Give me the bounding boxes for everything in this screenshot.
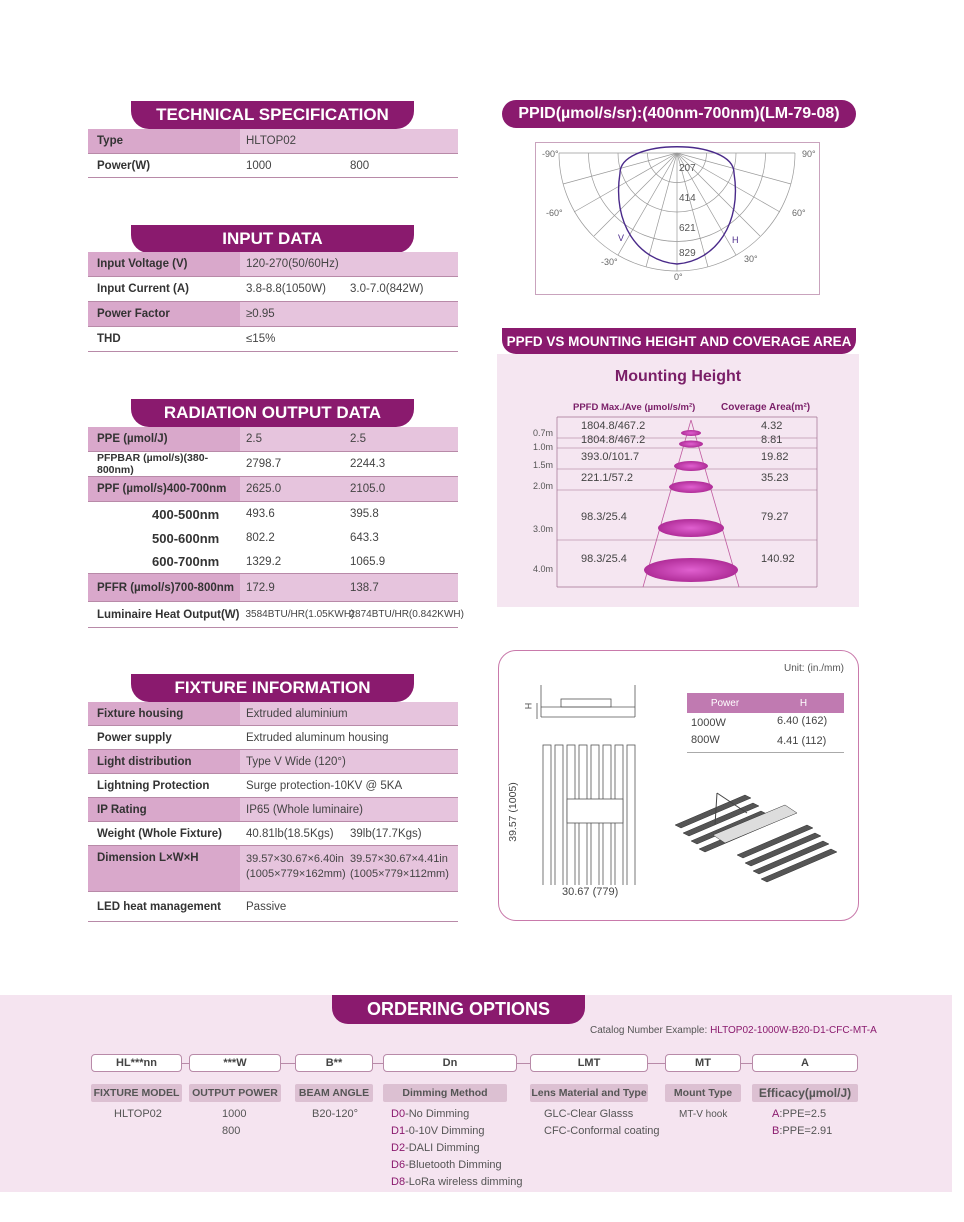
coverage-value: 8.81: [761, 434, 783, 446]
value-code: B: [772, 1125, 780, 1137]
radiation-table: [88, 427, 464, 628]
row-value: 2874BTU/HR(0.842KWH): [349, 609, 464, 620]
value-item: [391, 1140, 522, 1157]
row-key: PFFR (µmol/s)700-800nm: [88, 574, 240, 601]
row-key: Power Factor: [88, 302, 240, 326]
row-value: 1065.9: [350, 555, 386, 568]
table-row: [88, 502, 458, 526]
row-value: Extruded aluminium: [246, 707, 348, 720]
coverage-col-header: Coverage Area(m²): [721, 402, 811, 413]
row-value: Type V Wide (120°): [246, 755, 346, 768]
row-key: PPE (µmol/J): [88, 427, 240, 451]
table-row: [88, 477, 458, 502]
angle-label: -60°: [546, 208, 563, 218]
polar-grid: [559, 153, 795, 271]
catalog-example: HLTOP02-1000W-B20-D1-CFC-MT-A: [710, 1025, 877, 1036]
code-mount: MT: [665, 1054, 741, 1072]
table-row: [88, 252, 458, 277]
table-row: [88, 750, 458, 774]
value-code: D0: [391, 1108, 406, 1120]
row-key: THD: [97, 333, 121, 345]
coverage-value: 35.23: [761, 472, 789, 484]
table-row: [88, 774, 458, 798]
value-code: D8: [391, 1176, 406, 1188]
table-row: [88, 526, 458, 550]
row-value: 1000: [246, 159, 272, 172]
side-dimension-label: 39.57 (1005): [506, 782, 519, 842]
code-output-power: ***W: [189, 1054, 281, 1072]
v-label: V: [618, 233, 625, 243]
value-item: [391, 1157, 522, 1174]
row-value: ≥0.95: [246, 308, 275, 320]
code-fixture-model: HL***nn: [91, 1054, 182, 1072]
code-dimming: Dn: [383, 1054, 517, 1072]
row-key: Lightning Protection: [97, 779, 210, 792]
table-row: [88, 427, 458, 452]
ppfd-col-header: PPFD Max./Ave (µmol/s/m²): [573, 402, 696, 413]
fixture-title: FIXTURE INFORMATION: [131, 674, 414, 702]
values-mount: [679, 1106, 727, 1123]
ppfd-value: 1804.8/467.2: [581, 420, 646, 432]
angle-label: 30°: [744, 254, 758, 264]
catalog-label: [590, 1025, 877, 1036]
table-row: [88, 602, 464, 628]
row-value: 172.9: [246, 581, 275, 594]
row-value: 2798.7: [246, 458, 282, 470]
row-key: Input Voltage (V): [88, 252, 240, 276]
row-value: 120-270(50/60Hz): [246, 258, 339, 270]
row-key: Weight (Whole Fixture): [97, 827, 223, 840]
header-h: H: [799, 697, 808, 709]
angle-label: 0°: [674, 272, 683, 282]
value-item: B20-120°: [312, 1108, 358, 1120]
values-efficacy: [772, 1106, 832, 1140]
value-item: [391, 1123, 522, 1140]
dims-power: 800W: [691, 734, 720, 746]
table-row: [88, 129, 458, 154]
row-value: 2244.3: [350, 458, 386, 470]
label-output-power: OUTPUT POWER: [189, 1084, 281, 1102]
row-value: 3.0-7.0(842W): [350, 283, 424, 295]
value-item: [772, 1106, 832, 1123]
table-row: [88, 574, 458, 602]
h-dimension-label: H: [523, 702, 534, 710]
ppfd-value: 98.3/25.4: [581, 553, 627, 565]
table-row: [88, 452, 458, 477]
row-key: Fixture housing: [88, 702, 240, 725]
row-key: Luminaire Heat Output(W): [97, 608, 240, 621]
label-dimming: Dimming Method: [383, 1084, 507, 1102]
row-key: 400-500nm: [152, 506, 220, 522]
value-item: GLC-Clear Glasss: [544, 1108, 634, 1120]
table-row: [88, 726, 458, 750]
code-beam-angle: B**: [295, 1054, 373, 1072]
value-item: [391, 1174, 522, 1191]
row-key: 600-700nm: [152, 554, 220, 569]
table-row: [88, 277, 458, 302]
dims-h: 6.40 (162): [777, 715, 828, 727]
row-value: 643.3: [350, 532, 379, 544]
ring-label: 207: [679, 163, 696, 174]
ppid-chart-panel: [535, 142, 820, 295]
row-value: IP65 (Whole luminaire): [246, 803, 363, 816]
height-label: 3.0m: [533, 524, 554, 534]
row-value: 3.8-8.8(1050W): [246, 283, 326, 295]
values-lens: [544, 1106, 660, 1140]
row-key: Dimension L×W×H: [88, 846, 240, 891]
radiation-title: RADIATION OUTPUT DATA: [131, 399, 414, 427]
value-text: -Bluetooth Dimming: [405, 1159, 502, 1171]
dims-h: 4.41 (112): [777, 735, 827, 747]
fixture-drawing: [515, 685, 655, 885]
ppfd-subtitle: Mounting Height: [614, 368, 742, 385]
coverage-ellipse: [674, 461, 708, 471]
ring-label: 621: [679, 223, 696, 234]
value-text: -LoRa wireless dimming: [405, 1176, 523, 1188]
catalog-label-text: Catalog Number Example:: [590, 1025, 708, 1036]
row-value: 493.6: [246, 508, 275, 520]
row-value: 40.81lb(18.5Kgs): [246, 827, 334, 840]
value-item: [391, 1106, 522, 1123]
value-text: -No Dimming: [405, 1108, 470, 1120]
values-beam: [312, 1106, 358, 1123]
values-power: [222, 1106, 246, 1140]
height-label: 0.7m: [533, 428, 554, 438]
tech-spec-title: TECHNICAL SPECIFICATION: [131, 101, 414, 129]
row-key: 500-600nm: [152, 530, 220, 546]
height-label: 1.0m: [533, 442, 554, 452]
table-row: [88, 327, 458, 352]
coverage-value: 19.82: [761, 451, 789, 463]
value-code: D6: [391, 1159, 406, 1171]
values-dimming: [391, 1106, 522, 1191]
fixture-3d-image: [675, 785, 845, 885]
angle-label: -30°: [601, 257, 618, 267]
ring-label: 414: [679, 193, 696, 204]
table-row: [88, 550, 458, 574]
table-row: [88, 822, 458, 846]
height-label: 1.5m: [533, 460, 554, 470]
bottom-dimension-label: 30.67 (779): [562, 886, 619, 898]
row-value: 802.2: [246, 532, 275, 544]
ppfd-value: 98.3/25.4: [581, 511, 627, 523]
row-value: 39lb(17.7Kgs): [350, 827, 422, 840]
ppfd-value: 393.0/101.7: [581, 451, 640, 463]
tech-spec-table: [88, 129, 458, 178]
h-label: H: [732, 235, 739, 245]
header-power: Power: [710, 697, 740, 709]
row-value: Extruded aluminum housing: [246, 731, 389, 744]
label-mount: Mount Type: [665, 1084, 741, 1102]
table-row: [88, 798, 458, 822]
coverage-ellipse: [679, 441, 703, 448]
ppfd-value: 1804.8/467.2: [581, 434, 646, 446]
coverage-value: 140.92: [761, 553, 795, 565]
row-key: Light distribution: [88, 750, 240, 773]
row-value: 138.7: [350, 581, 379, 594]
height-label: 2.0m: [533, 481, 554, 491]
angle-label: -90°: [542, 149, 559, 159]
angle-label: 90°: [802, 149, 816, 159]
dims-power: 1000W: [691, 717, 726, 729]
row-key: LED heat management: [97, 900, 221, 913]
table-row: [88, 846, 458, 892]
row-value: 2105.0: [350, 483, 386, 495]
value-item: 1000: [222, 1108, 247, 1120]
ppfd-title: PPFD VS MOUNTING HEIGHT AND COVERAGE AREA: [502, 328, 856, 354]
row-value: ≤15%: [246, 333, 276, 345]
value-item: MT-V hook: [679, 1109, 728, 1120]
ring-label: 829: [679, 248, 696, 259]
row-key: Type: [88, 129, 240, 153]
value-text: -0-10V Dimming: [405, 1125, 485, 1137]
coverage-ellipse: [644, 558, 738, 582]
row-value: 1329.2: [246, 555, 282, 568]
value-code: D2: [391, 1142, 406, 1154]
row-value: 2.5: [350, 433, 366, 445]
value-text: :PPE=2.5: [779, 1108, 827, 1120]
coverage-ellipse: [669, 481, 713, 493]
value-code: D1: [391, 1125, 406, 1137]
label-lens: Lens Material and Type: [530, 1084, 648, 1102]
row-value: 2.5: [246, 433, 262, 445]
table-row: [88, 154, 458, 178]
value-item: [772, 1123, 832, 1140]
value-item: HLTOP02: [114, 1108, 162, 1120]
value-text: -DALI Dimming: [405, 1142, 480, 1154]
code-efficacy: A: [752, 1054, 858, 1072]
value-item: CFC-Conformal coating: [544, 1125, 660, 1137]
row-value: 2625.0: [246, 483, 282, 495]
row-value: 800: [350, 159, 370, 172]
row-value: 39.57×30.67×6.40in (1005×779×162mm): [246, 853, 346, 880]
table-row: [88, 302, 458, 327]
fixture-table: [88, 702, 458, 922]
label-efficacy: Efficacy(µmol/J): [752, 1084, 858, 1102]
row-value: HLTOP02: [246, 135, 297, 147]
ppid-polar-chart: [536, 143, 819, 294]
row-key: Power(W): [97, 159, 151, 172]
row-value: 3584BTU/HR(1.05KWH): [245, 609, 355, 620]
label-fixture-model: FIXTURE MODEL: [91, 1084, 182, 1102]
height-label: 4.0m: [533, 564, 554, 574]
code-lens: LMT: [530, 1054, 648, 1072]
value-code: A: [772, 1108, 780, 1120]
value-text: :PPE=2.91: [779, 1125, 833, 1137]
coverage-ellipse: [658, 519, 724, 537]
coverage-value: 79.27: [761, 511, 789, 523]
unit-label: Unit: (in./mm): [784, 663, 844, 674]
ppfd-value: 221.1/57.2: [581, 472, 633, 484]
label-beam-angle: BEAM ANGLE: [295, 1084, 373, 1102]
ordering-title: ORDERING OPTIONS: [332, 995, 585, 1024]
row-value: Surge protection-10KV @ 5KA: [246, 779, 403, 792]
row-value: 395.8: [350, 508, 379, 520]
dims-divider: [687, 752, 844, 753]
dimensions-panel: [498, 650, 859, 921]
input-data-table: [88, 252, 458, 352]
value-item: 800: [222, 1125, 241, 1137]
ppfd-panel: [497, 354, 859, 607]
row-value: Passive: [246, 900, 287, 913]
row-value: 39.57×30.67×4.41in (1005×779×112mm): [350, 853, 449, 880]
dims-table-header: [687, 693, 844, 713]
row-key: PFPBAR (µmol/s)(380-800nm): [97, 452, 209, 476]
values-model: [114, 1106, 162, 1123]
row-key: Power supply: [97, 731, 172, 744]
row-key: Input Current (A): [97, 283, 189, 295]
table-row: [88, 892, 458, 922]
table-row: [88, 702, 458, 726]
coverage-ellipse: [681, 430, 701, 436]
angle-label: 60°: [792, 208, 806, 218]
row-key: PPF (µmol/s)400-700nm: [88, 477, 240, 501]
ppid-title: PPID(µmol/s/sr):(400nm-700nm)(LM-79-08): [502, 100, 856, 128]
coverage-value: 4.32: [761, 420, 783, 432]
row-key: IP Rating: [88, 798, 240, 821]
input-data-title: INPUT DATA: [131, 225, 414, 253]
